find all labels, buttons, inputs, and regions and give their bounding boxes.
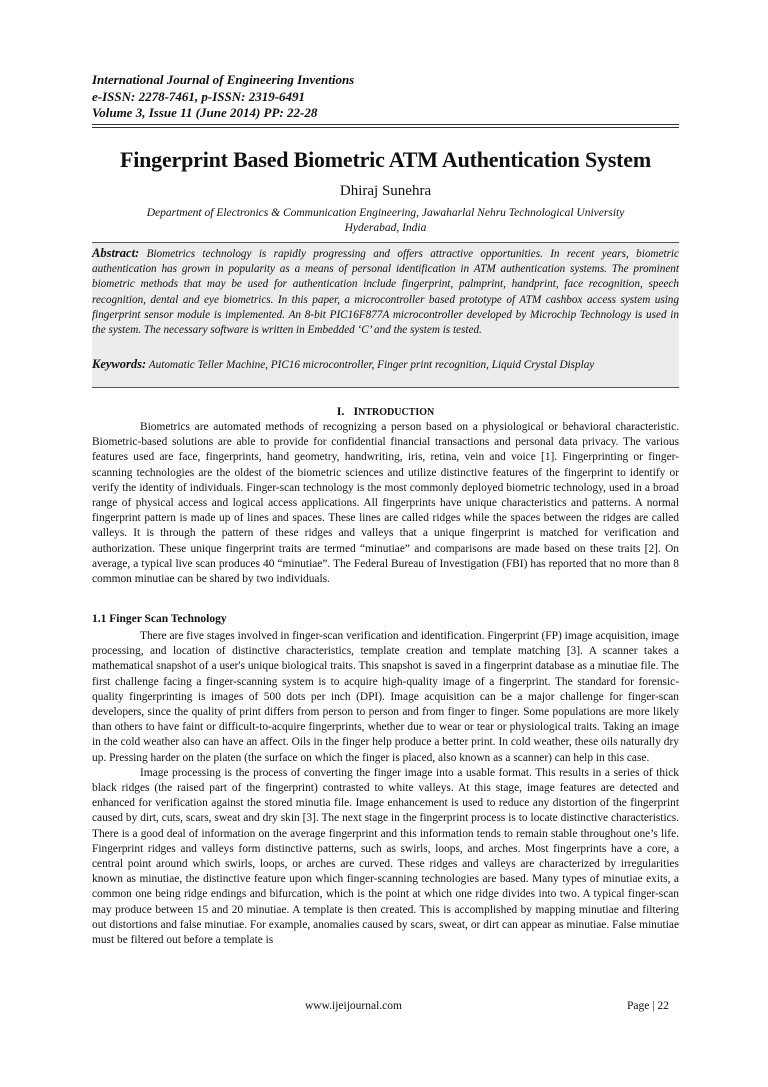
introduction-paragraph: Biometrics are automated methods of recognizing a person based on a physiological or behavioral characteristic. Biometric-based solutions are able to provide for confidential financial transactions and personal data privacy. The various features used are face, fingerprints, hand geometry, handwriting, iris, retina, vein and voice [1]. Fingerprinting or finger-scanning technologies are the oldest of the biometric sciences and utilize distinctive features of the fingerprint to identify or verify the identity of individuals. Finger-scan technology is the most commonly deployed biometric technology, used in a broad range of physical access and logical access applications. All fingerprints have unique characteristics and patterns. A normal fingerprint pattern is made up of lines and spaces. These lines are called ridges while the spaces between the ridges are called valleys. It is through the pattern of these ridges and valleys that a unique fingerprint is matched for verification and authorization. These unique fingerprint traits are termed “minutiae” and comparisons are made based on these traits [2]. On average, a typical live scan produces 40 “minutiae”. The Federal Bureau of Investigation (FBI) has reported that no more than 8 common minutiae can be shared by two individuals. [92, 421, 679, 586]
keywords-text: Automatic Teller Machine, PIC16 microcontroller, Finger print recognition, Liquid Crystal Display [148, 359, 595, 371]
subsection-paragraph-1: There are five stages involved in finger-scan verification and identification. Fingerprint (FP) image acquisition, image processing, and location of distinctive characteristics, template creation and template matching [3]. A scanner takes a mathematical snapshot of a user's unique biological traits. This snapshot is saved in a fingerprint database as a minutiae file. The first challenge facing a finger-scanning system is to acquire high-quality image of a fingerprint. The standard for forensic-quality fingerprinting is images of 500 dots per inch (DPI). Image acquisition can be a major challenge for finger-scan developers, since the quality of print differs from person to person and from finger to finger. Some populations are more likely than others to have faint or difficult-to-acquire fingerprints, whether due to wear or tear or physiological traits. Taking an image in the cold weather also can have an affect. Oils in the finger help produce a better print. In cold weather, these oils naturally dry up. Pressing harder on the platen (the surface on which the finger is placed, also known as a scanner) can help in this case. [92, 630, 679, 764]
introduction-body [92, 420, 679, 587]
author-name: Dhiraj Sunehra [339, 183, 432, 199]
subsection-paragraph-2: Image processing is the process of converting the finger image into a usable format. This results in a series of thick black ridges (the raised part of the fingerprint) contrasted to white valleys. At this stage, image features are detected and enhanced for verification against the stored minutia file. Image enhancement is used to reduce any distortion of the fingerprint caused by dirt, cuts, scars, sweat and dry skin [3]. The next stage in the fingerprint process is to locate distinctive characteristics. There is a good deal of information on the average fingerprint and this information tends to remain stable throughout one’s life. Fingerprint ridges and valleys form distinctive patterns, such as swirls, loops, and arches. Most fingerprints have a core, a central point around which swirls, loops, or arches are curved. These ridges and valleys are characterized by irregularities known as minutiae, the distinctive feature upon which finger-scanning technologies are based. Many types of minutiae exits, a common one being ridge endings and bifurcation, which is the point at which one ridge divides into two. A typical finger-scan may produce between 15 and 20 minutiae. A template is then created. This is accomplished by mapping minutiae and filtering out distortions and false minutiae. For example, anomalies caused by scars, sweat, or dirt can appear as minutiae. False minutiae must be filtered out before a template is [92, 766, 679, 947]
keywords [92, 357, 652, 373]
abstract-label: Abstract: [92, 246, 140, 260]
subsection-body [92, 629, 679, 948]
journal-issn: e-ISSN: 2278-7461, p-ISSN: 2319-6491 [92, 88, 306, 104]
author-affiliation [92, 206, 679, 236]
section-title-rest: NTRODUCTION [358, 407, 435, 418]
section-heading-introduction [92, 404, 679, 419]
affiliation-line-2: Hyderabad, India [344, 222, 427, 234]
journal-header [92, 72, 692, 122]
footer-url: www.ijeijournal.com [305, 1000, 402, 1012]
abstract [92, 246, 679, 338]
section-number: I. [336, 404, 345, 418]
journal-volume: Volume 3, Issue 11 (June 2014) PP: 22-28 [92, 105, 318, 120]
header-rule-bottom [92, 127, 679, 128]
affiliation-line-1: Department of Electronics & Communication Engineering, Jawaharlal Nehru Technological University [146, 207, 625, 219]
keywords-label: Keywords: [92, 357, 147, 371]
header-rule-top [92, 124, 679, 125]
paper-title: Fingerprint Based Biometric ATM Authentication System [119, 147, 651, 172]
journal-name: International Journal of Engineering Inventions [92, 72, 355, 87]
footer-page-number: Page | 22 [627, 1000, 669, 1012]
abstract-text: Biometrics technology is rapidly progressing and offers attractive opportunities. In recent years, biometric authentication has grown in popularity as a means of personal identification in ATM authentication systems. The prominent biometric methods that may be used for authentication include fingerprint, palmprint, handprint, face recognition, speech recognition, dental and eye biometrics. In this paper, a microcontroller based prototype of ATM cashbox access system using fingerprint sensor module is implemented. An 8-bit PIC16F877A microcontroller developed by Microchip Technology is used in the system. The necessary software is written in Embedded ‘C’ and the system is tested. [92, 248, 679, 337]
subsection-heading: 1.1 Finger Scan Technology [92, 613, 227, 625]
section-title-initial: I [353, 404, 359, 418]
